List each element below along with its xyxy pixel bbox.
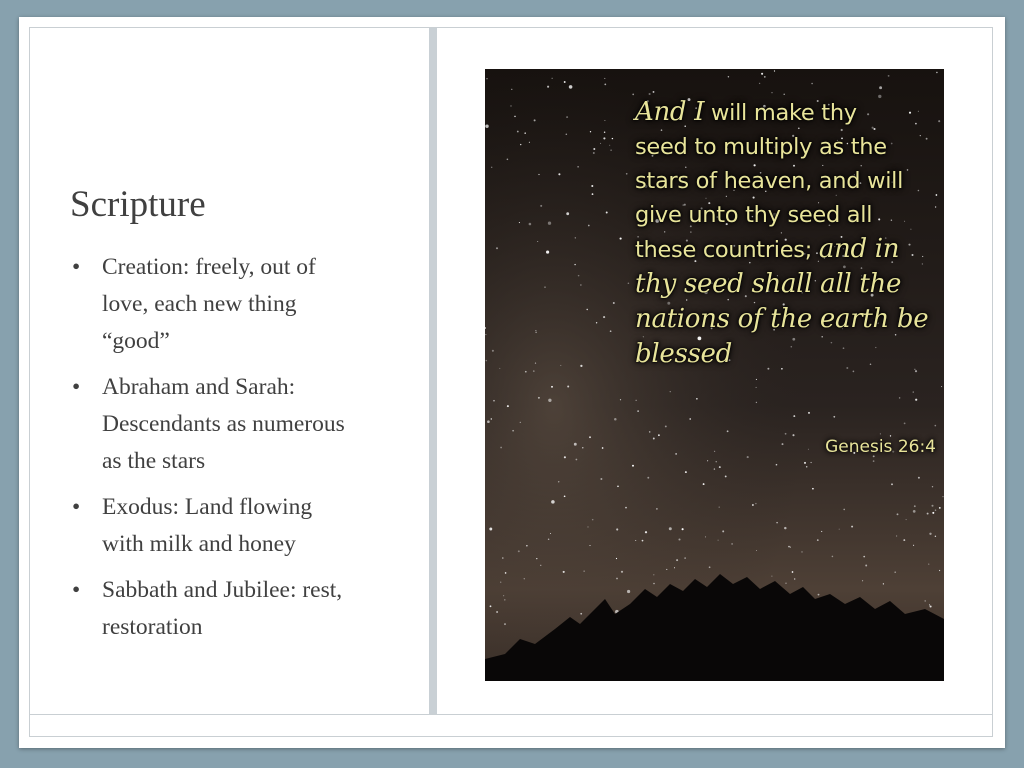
star xyxy=(888,75,890,77)
star xyxy=(880,433,881,434)
star xyxy=(566,212,569,215)
star xyxy=(574,443,577,446)
star xyxy=(511,89,512,90)
star xyxy=(774,70,775,71)
star xyxy=(941,386,942,387)
star xyxy=(833,416,835,418)
star xyxy=(913,510,916,513)
star xyxy=(899,397,901,399)
star xyxy=(792,434,794,436)
star xyxy=(696,398,698,400)
column-divider xyxy=(429,28,437,714)
star xyxy=(794,578,795,579)
star xyxy=(718,540,719,541)
star xyxy=(930,605,932,607)
star xyxy=(564,495,566,497)
verse-line: nations of the earth be xyxy=(635,304,929,334)
star xyxy=(645,531,647,533)
star xyxy=(524,578,525,579)
star xyxy=(776,464,778,466)
star xyxy=(504,623,506,625)
star xyxy=(632,94,634,96)
star xyxy=(492,350,494,352)
star xyxy=(500,447,502,449)
star xyxy=(914,505,916,507)
star xyxy=(904,423,906,425)
star xyxy=(606,212,608,214)
star xyxy=(499,368,500,369)
star xyxy=(620,399,621,400)
star xyxy=(587,526,588,527)
star xyxy=(674,567,675,568)
star xyxy=(676,559,678,561)
bullet-line: restoration xyxy=(102,614,203,640)
bullet-marker: • xyxy=(72,254,81,280)
verse-line: give unto thy seed all xyxy=(635,202,873,228)
verse-line: And I will make thy xyxy=(635,97,857,127)
star xyxy=(577,166,579,168)
star xyxy=(580,284,581,285)
star xyxy=(727,430,729,432)
star xyxy=(512,430,514,432)
star xyxy=(818,594,820,596)
star xyxy=(589,545,590,546)
star xyxy=(520,144,521,145)
star xyxy=(503,595,504,596)
star xyxy=(863,556,865,558)
star xyxy=(604,78,605,79)
star xyxy=(540,205,542,207)
star xyxy=(502,557,504,559)
star xyxy=(851,526,853,528)
star xyxy=(603,316,605,318)
bullet-line: love, each new thing xyxy=(102,291,297,317)
star xyxy=(535,332,536,333)
bullet-item xyxy=(70,249,400,360)
star xyxy=(817,539,819,541)
star xyxy=(929,604,930,605)
star xyxy=(524,132,526,134)
star xyxy=(684,557,685,558)
star xyxy=(600,143,601,144)
star xyxy=(707,460,708,461)
star xyxy=(682,528,684,530)
star xyxy=(685,471,687,473)
verse-text xyxy=(635,95,944,372)
star xyxy=(913,545,914,546)
star xyxy=(703,483,705,485)
star xyxy=(669,527,672,530)
star xyxy=(514,116,516,118)
star xyxy=(525,371,527,373)
bullet-list xyxy=(70,249,400,655)
bullet-line: Descendants as numerous xyxy=(102,411,345,437)
star xyxy=(747,456,749,458)
star xyxy=(928,563,929,564)
star xyxy=(548,538,550,540)
verse-line: thy seed shall all the xyxy=(635,269,902,299)
star xyxy=(719,507,720,508)
star xyxy=(785,583,786,584)
star xyxy=(689,418,691,420)
star xyxy=(927,513,929,515)
star xyxy=(755,503,756,504)
star xyxy=(537,241,538,242)
star xyxy=(535,363,536,364)
star xyxy=(538,397,540,399)
star xyxy=(510,105,511,106)
star xyxy=(564,81,566,83)
star xyxy=(621,571,623,573)
star xyxy=(929,533,931,535)
star xyxy=(903,539,905,541)
star xyxy=(593,148,595,150)
star xyxy=(496,247,498,249)
verse-line: blessed xyxy=(635,339,732,369)
star xyxy=(722,530,724,532)
star xyxy=(714,468,715,469)
star xyxy=(756,387,757,388)
star xyxy=(873,460,875,462)
star xyxy=(518,550,520,552)
star xyxy=(832,556,834,558)
star xyxy=(649,431,651,433)
star xyxy=(714,451,715,452)
star xyxy=(551,500,555,504)
star xyxy=(932,486,933,487)
star xyxy=(865,565,867,567)
star xyxy=(647,477,649,479)
bullet-item xyxy=(70,572,400,646)
star xyxy=(843,509,845,511)
star xyxy=(610,149,612,151)
star xyxy=(725,475,727,477)
star xyxy=(894,571,896,573)
bullet-item xyxy=(70,369,400,480)
star xyxy=(578,275,580,277)
verse-line: stars of heaven, and will xyxy=(635,168,904,194)
star xyxy=(665,425,667,427)
star xyxy=(790,547,791,548)
star xyxy=(529,223,532,226)
star xyxy=(656,508,658,510)
star xyxy=(609,145,610,146)
star xyxy=(627,590,630,593)
star xyxy=(612,138,613,139)
star xyxy=(613,302,615,304)
star xyxy=(534,119,536,121)
bullet-line: Sabbath and Jubilee: rest, xyxy=(102,577,343,603)
star xyxy=(935,536,936,537)
star xyxy=(529,142,530,143)
star xyxy=(487,420,490,423)
star xyxy=(535,330,536,331)
star xyxy=(582,447,583,448)
star xyxy=(821,531,822,532)
star xyxy=(490,605,492,607)
verse-line: seed to multiply as the xyxy=(635,134,887,160)
bullet-line: Abraham and Sarah: xyxy=(102,374,296,400)
star xyxy=(588,225,590,227)
star xyxy=(935,509,936,510)
star xyxy=(653,91,655,93)
star xyxy=(586,309,587,310)
star xyxy=(548,222,551,225)
bullet-line: as the stars xyxy=(102,448,206,474)
star xyxy=(942,496,943,497)
star xyxy=(776,522,778,524)
star xyxy=(604,132,605,133)
star xyxy=(486,360,487,361)
star xyxy=(610,330,612,332)
star xyxy=(793,415,795,417)
star xyxy=(759,83,760,84)
star xyxy=(788,546,790,548)
star xyxy=(678,538,680,540)
star xyxy=(520,422,521,423)
star xyxy=(580,613,582,615)
star xyxy=(507,405,509,407)
bullet-line: Exodus: Land flowing xyxy=(102,494,313,520)
star xyxy=(485,124,488,127)
star xyxy=(504,599,505,600)
star xyxy=(792,571,794,573)
star xyxy=(526,545,527,546)
star xyxy=(564,456,566,458)
star xyxy=(784,527,786,529)
star xyxy=(931,505,933,507)
star xyxy=(810,462,811,463)
star xyxy=(756,379,757,380)
star xyxy=(785,433,787,435)
star xyxy=(575,237,576,238)
star xyxy=(801,551,803,553)
star xyxy=(596,322,597,323)
star xyxy=(935,425,937,427)
starry-sky-picture xyxy=(485,69,944,681)
star xyxy=(593,152,595,154)
bullet-marker: • xyxy=(72,374,81,400)
star xyxy=(756,550,757,551)
star xyxy=(812,488,814,490)
star xyxy=(642,540,644,542)
star xyxy=(566,116,568,118)
star xyxy=(939,570,940,571)
star xyxy=(709,566,711,568)
star xyxy=(602,447,604,449)
star xyxy=(552,78,553,79)
star xyxy=(507,159,509,161)
star xyxy=(505,572,507,574)
star xyxy=(540,565,541,566)
star xyxy=(584,571,585,572)
star xyxy=(626,173,628,175)
star xyxy=(558,173,560,175)
star xyxy=(616,558,617,559)
star xyxy=(517,131,519,133)
star xyxy=(918,477,920,479)
star xyxy=(592,519,594,521)
star xyxy=(939,507,941,509)
star xyxy=(936,72,937,73)
star xyxy=(538,174,539,175)
star xyxy=(915,399,917,401)
star xyxy=(806,466,808,468)
star xyxy=(932,512,934,514)
star xyxy=(600,478,602,480)
verse-line: these countries; and in xyxy=(635,234,900,264)
star xyxy=(879,86,882,89)
star xyxy=(491,167,492,168)
star xyxy=(569,85,573,89)
star xyxy=(616,528,618,530)
star xyxy=(589,436,591,438)
star xyxy=(536,558,537,559)
star xyxy=(670,391,671,392)
star xyxy=(635,540,636,541)
star xyxy=(756,402,757,403)
slide xyxy=(19,17,1005,748)
star xyxy=(560,365,561,366)
bullet-item xyxy=(70,489,400,563)
star xyxy=(489,528,492,531)
star xyxy=(563,571,565,573)
star xyxy=(496,611,498,613)
star xyxy=(636,400,637,401)
star xyxy=(550,533,551,534)
star xyxy=(493,400,495,402)
star xyxy=(547,86,549,88)
star xyxy=(519,222,520,223)
star xyxy=(731,543,733,545)
star xyxy=(614,418,617,421)
star xyxy=(574,264,575,265)
star xyxy=(632,465,634,467)
star xyxy=(625,507,627,509)
star xyxy=(500,582,501,583)
star xyxy=(782,443,784,445)
star xyxy=(620,238,622,240)
star xyxy=(804,462,806,464)
star xyxy=(752,504,754,506)
bullet-marker: • xyxy=(72,577,81,603)
star xyxy=(906,519,907,520)
star xyxy=(897,513,899,515)
slide-title: Scripture xyxy=(70,184,206,225)
star xyxy=(716,461,717,462)
bullet-line: Creation: freely, out of xyxy=(102,254,316,280)
star xyxy=(628,282,630,284)
star xyxy=(558,481,559,482)
star xyxy=(551,386,553,388)
star xyxy=(675,453,677,455)
footer-divider xyxy=(30,714,992,715)
verse-reference: Genesis 26:4 xyxy=(825,437,936,457)
star xyxy=(719,466,721,468)
star xyxy=(546,251,549,254)
star xyxy=(603,137,605,139)
star xyxy=(883,583,884,584)
star xyxy=(576,459,578,461)
star xyxy=(771,92,772,93)
star xyxy=(566,134,568,136)
bullet-line: “good” xyxy=(102,328,170,354)
star xyxy=(637,410,639,412)
star xyxy=(548,399,551,402)
star xyxy=(616,578,618,580)
bullet-marker: • xyxy=(72,494,81,520)
star xyxy=(862,580,863,581)
star xyxy=(924,600,926,602)
star xyxy=(591,185,593,187)
star xyxy=(486,78,487,79)
star xyxy=(604,84,606,86)
star xyxy=(808,449,809,450)
star xyxy=(728,76,729,77)
star xyxy=(617,485,619,487)
star xyxy=(653,438,655,440)
star xyxy=(653,574,654,575)
star xyxy=(658,434,660,436)
star xyxy=(705,536,706,537)
bullet-line: with milk and honey xyxy=(102,531,296,557)
star xyxy=(590,131,591,132)
star xyxy=(761,73,763,75)
star xyxy=(567,386,569,388)
star xyxy=(896,535,897,536)
star xyxy=(592,193,594,195)
star xyxy=(533,370,535,372)
star xyxy=(839,529,840,530)
star xyxy=(891,483,893,485)
star xyxy=(653,583,655,585)
star xyxy=(808,412,810,414)
star xyxy=(771,576,772,577)
star xyxy=(485,334,486,335)
star xyxy=(580,365,582,367)
star xyxy=(604,120,605,121)
star xyxy=(913,392,914,393)
star xyxy=(491,418,492,419)
star xyxy=(764,76,766,78)
star xyxy=(666,569,667,570)
star xyxy=(811,83,813,85)
star xyxy=(544,286,545,287)
